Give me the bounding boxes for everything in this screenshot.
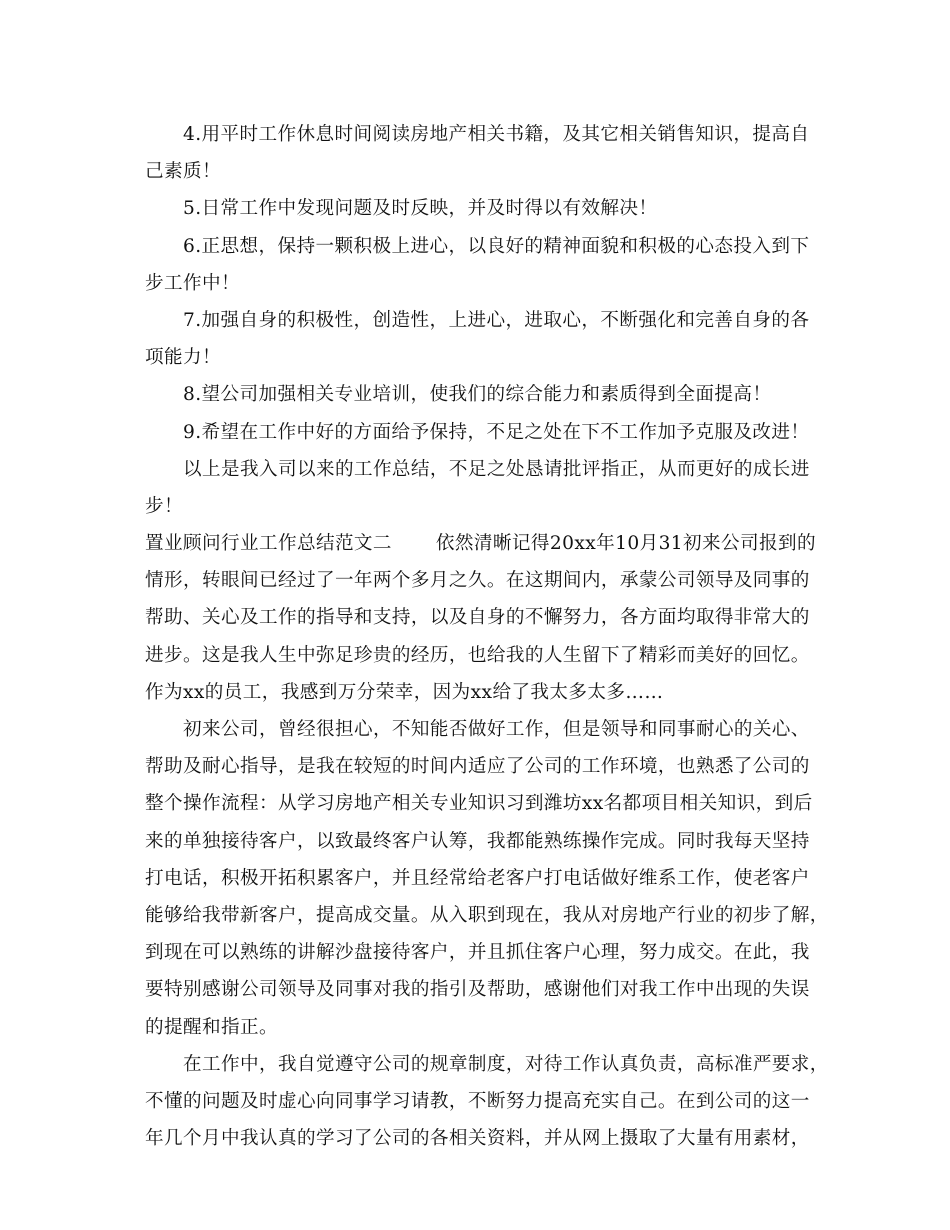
text-line: 8.望公司加强相关专业培训，使我们的综合能力和素质得到全面提高！: [183, 384, 772, 406]
text-line: 能够给我带新客户，提高成交量。从入职到现在，我从对房地产行业的初步了解，: [145, 904, 829, 926]
text-line: 情形，转眼间已经过了一年两个多月之久。在这期间内，承蒙公司领导及同事的: [145, 570, 810, 592]
text-line: 6.正思想，保持一颗积极上进心，以良好的精神面貌和积极的心态投入到下: [183, 235, 810, 257]
text-line: 9.希望在工作中好的方面给予保持，不足之处在下不工作加予克服及改进！: [183, 421, 810, 443]
section-heading-line: [145, 525, 816, 562]
text-line: 步！: [145, 495, 183, 517]
text-line: 作为xx的员工，我感到万分荣幸，因为xx给了我太多太多……: [145, 681, 664, 703]
text-line: 项能力！: [145, 347, 221, 369]
text-line: 在工作中，我自觉遵守公司的规章制度，对待工作认真负责，高标准严要求，: [183, 1053, 829, 1075]
text-line: 己素质！: [145, 161, 221, 183]
document-page: [145, 116, 829, 1157]
text-line: 来的单独接待客户，以致最终客户认筹，我都能熟练操作完成。同时我每天坚持: [145, 830, 810, 852]
text-line: 不懂的问题及时虚心向同事学习请教，不断努力提高充实自己。在到公司的这一: [145, 1090, 810, 1112]
text-line: 帮助、关心及工作的指导和支持，以及自身的不懈努力，各方面均取得非常大的: [145, 607, 810, 629]
text-line: 的提醒和指正。: [145, 1016, 278, 1038]
section-first-text: 依然清晰记得20xx年10月31初来公司报到的: [435, 533, 816, 555]
text-line: 要特别感谢公司领导及同事对我的指引及帮助，感谢他们对我工作中出现的失误: [145, 979, 810, 1001]
text-line: 帮助及耐心指导，是我在较短的时间内适应了公司的工作环境，也熟悉了公司的: [145, 756, 810, 778]
text-line: 年几个月中我认真的学习了公司的各相关资料，并从网上摄取了大量有用素材，: [145, 1128, 810, 1150]
text-line: 整个操作流程：从学习房地产相关专业知识习到潍坊xx名都项目相关知识，到后: [145, 793, 813, 815]
text-line: 进步。这是我人生中弥足珍贵的经历，也给我的人生留下了精彩而美好的回忆。: [145, 644, 810, 666]
text-line: 初来公司，曾经很担心，不知能否做好工作，但是领导和同事耐心的关心、: [183, 719, 810, 740]
text-line: 打电话，积极开拓积累客户，并且经常给老客户打电话做好维系工作，使老客户: [145, 867, 810, 889]
text-line: 步工作中！: [145, 272, 240, 294]
text-line: 以上是我入司以来的工作总结，不足之处恳请批评指正，从而更好的成长进: [183, 458, 810, 480]
text-line: 4.用平时工作休息时间阅读房地产相关书籍，及其它相关销售知识，提高自: [183, 124, 810, 145]
text-line: 到现在可以熟练的讲解沙盘接待客户，并且抓住客户心理，努力成交。在此，我: [145, 942, 810, 964]
section-title: 置业顾问行业工作总结范文二: [145, 533, 392, 555]
text-line: 7.加强自身的积极性，创造性，上进心，进取心，不断强化和完善自身的各: [183, 309, 810, 331]
text-line: 5.日常工作中发现问题及时反映，并及时得以有效解决！: [183, 198, 658, 220]
